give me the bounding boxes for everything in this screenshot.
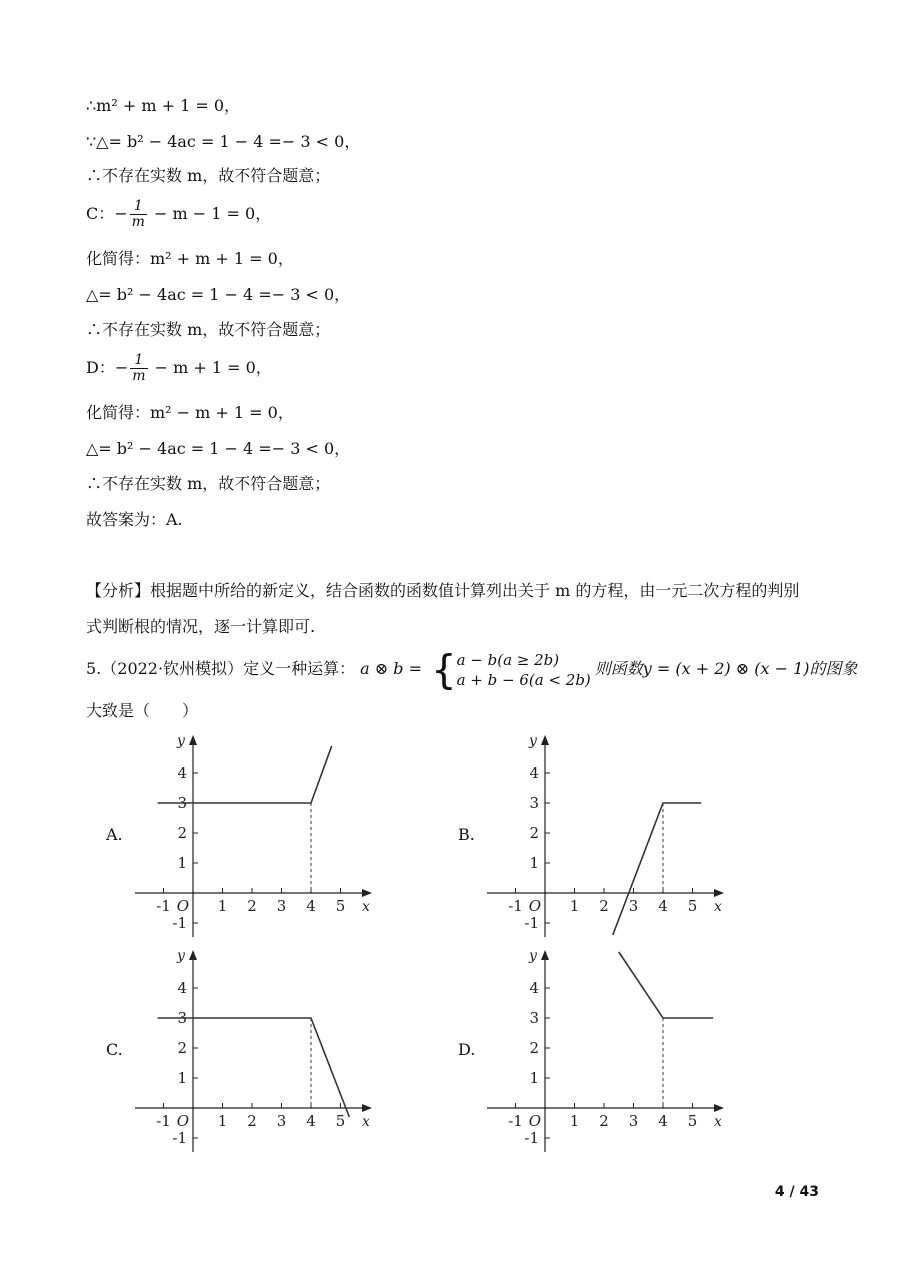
origin-label: O <box>528 1112 541 1130</box>
y-tick-label: 3 <box>529 794 539 812</box>
line-text: ∴不存在实数 m，故不符合题意； <box>86 474 331 493</box>
analysis-text: 式判断根的情况，逐一计算即可. <box>86 617 316 636</box>
x-tick-label: 1 <box>569 1112 580 1130</box>
graph-option-a <box>130 725 380 940</box>
x-tick-label: -1 <box>508 897 523 915</box>
y-tick-label: 2 <box>177 1039 187 1057</box>
function-line <box>613 803 702 935</box>
line-text: △= b² − 4ac = 1 − 4 =− 3 < 0， <box>86 439 351 458</box>
y-tick-label: 3 <box>177 794 187 812</box>
y-tick-label: -1 <box>172 914 187 932</box>
line-prefix: D：− <box>86 358 129 377</box>
x-tick-label: 1 <box>217 897 228 915</box>
y-tick-label: 4 <box>177 979 187 997</box>
x-tick-label: -1 <box>508 1112 523 1130</box>
solution-line-6 <box>86 284 350 306</box>
solution-line-9 <box>86 402 294 424</box>
x-tick-label: 5 <box>687 1112 698 1130</box>
question-suffix: 则函数y = (x + 2) ⊗ (x − 1)的图象 <box>594 659 858 678</box>
fraction-numerator: 1 <box>130 353 147 369</box>
y-tick-label: 1 <box>529 1069 539 1087</box>
solution-line-3 <box>86 165 330 187</box>
y-tick-label: 2 <box>529 1039 539 1057</box>
y-axis-label: y <box>529 733 537 749</box>
x-tick-label: 3 <box>276 897 287 915</box>
line-text: ∴m² + m + 1 = 0， <box>86 96 241 115</box>
y-axis-arrow <box>189 950 197 960</box>
page-number: 4 / 43 <box>774 1184 819 1200</box>
y-axis-arrow <box>189 735 197 745</box>
x-axis-arrow <box>362 889 372 897</box>
x-axis-label: x <box>362 1114 370 1130</box>
line-prefix: C：− <box>86 204 128 223</box>
brace-icon: { <box>431 647 457 693</box>
line-text: 化简得：m² + m + 1 = 0， <box>86 249 294 268</box>
piecewise-cases <box>457 650 591 690</box>
fraction-denominator: m <box>132 368 146 384</box>
y-tick-label: 3 <box>529 1009 539 1027</box>
y-axis-arrow <box>541 950 549 960</box>
y-tick-label: -1 <box>172 1129 187 1147</box>
function-line <box>158 1018 350 1117</box>
x-axis-label: x <box>362 899 370 915</box>
fraction <box>130 199 147 230</box>
solution-line-1 <box>86 95 240 117</box>
x-tick-label: 5 <box>335 897 346 915</box>
y-tick-label: 2 <box>177 824 187 842</box>
x-axis-label: x <box>714 899 722 915</box>
function-line <box>619 952 713 1018</box>
x-axis-arrow <box>714 889 724 897</box>
x-tick-label: 2 <box>599 897 609 915</box>
y-axis-label: y <box>529 948 537 964</box>
graph-option-b <box>482 725 732 940</box>
solution-line-7 <box>86 319 330 341</box>
case-2: a + b − 6(a < 2b) <box>456 671 591 689</box>
x-tick-label: 2 <box>247 897 257 915</box>
y-axis-label: y <box>177 948 185 964</box>
solution-line-10 <box>86 438 350 460</box>
line-suffix: − m + 1 = 0， <box>149 358 272 377</box>
x-tick-label: 4 <box>306 1112 316 1130</box>
x-tick-label: 4 <box>306 897 316 915</box>
fraction-denominator: m <box>131 214 145 230</box>
y-tick-label: 1 <box>177 1069 187 1087</box>
solution-line-11 <box>86 473 330 495</box>
question-text: 大致是（ ） <box>86 701 199 720</box>
x-tick-label: 3 <box>276 1112 287 1130</box>
y-tick-label: 4 <box>529 979 539 997</box>
x-tick-label: -1 <box>156 1112 171 1130</box>
x-axis-label: x <box>714 1114 722 1130</box>
x-tick-label: 3 <box>628 1112 639 1130</box>
y-tick-label: 1 <box>529 854 539 872</box>
option-label-b[interactable]: B. <box>458 825 475 844</box>
line-text: ∴不存在实数 m，故不符合题意； <box>86 320 331 339</box>
x-tick-label: 1 <box>569 897 580 915</box>
line-text: ∴不存在实数 m，故不符合题意； <box>86 166 331 185</box>
x-tick-label: 3 <box>628 897 639 915</box>
question-line-1 <box>86 646 858 693</box>
y-tick-label: 4 <box>177 764 187 782</box>
y-tick-label: -1 <box>524 1129 539 1147</box>
line-text: 化简得：m² − m + 1 = 0， <box>86 403 294 422</box>
option-label-c[interactable]: C. <box>106 1040 123 1059</box>
x-tick-label: 2 <box>247 1112 257 1130</box>
solution-line-12 <box>86 509 183 531</box>
origin-label: O <box>176 1112 189 1130</box>
y-tick-label: 4 <box>529 764 539 782</box>
x-tick-label: 1 <box>217 1112 228 1130</box>
question-prefix: 5.（2022·钦州模拟）定义一种运算： <box>86 659 356 678</box>
option-label-a[interactable]: A. <box>106 825 123 844</box>
y-tick-label: 2 <box>529 824 539 842</box>
option-label-d[interactable]: D. <box>458 1040 476 1059</box>
line-suffix: − m − 1 = 0， <box>148 204 272 223</box>
x-tick-label: -1 <box>156 897 171 915</box>
piecewise-definition <box>431 647 591 693</box>
x-axis-arrow <box>714 1104 724 1112</box>
x-tick-label: 2 <box>599 1112 609 1130</box>
case-1: a − b(a ≥ 2b) <box>456 651 560 669</box>
fraction-numerator: 1 <box>130 199 147 215</box>
graph-option-d <box>482 940 732 1155</box>
operation-definition: a ⊗ b = <box>360 659 423 678</box>
analysis-line-1 <box>86 580 799 602</box>
x-tick-label: 5 <box>335 1112 346 1130</box>
origin-label: O <box>528 897 541 915</box>
graph-option-c <box>130 940 380 1155</box>
analysis-text: 【分析】根据题中所给的新定义，结合函数的函数值计算列出关于 m 的方程，由一元二次方程的判别 <box>86 581 800 600</box>
analysis-line-2 <box>86 616 315 638</box>
y-tick-label: 1 <box>177 854 187 872</box>
origin-label: O <box>176 897 189 915</box>
y-axis-arrow <box>541 735 549 745</box>
x-tick-label: 4 <box>658 897 668 915</box>
y-tick-label: 3 <box>177 1009 187 1027</box>
question-line-2 <box>86 700 198 722</box>
solution-line-8 <box>86 352 272 384</box>
x-axis-arrow <box>362 1104 372 1112</box>
y-tick-label: -1 <box>524 914 539 932</box>
line-text: △= b² − 4ac = 1 − 4 =− 3 < 0， <box>86 285 351 304</box>
fraction <box>130 353 147 384</box>
x-tick-label: 4 <box>658 1112 668 1130</box>
solution-line-2 <box>86 131 360 153</box>
x-tick-label: 5 <box>687 897 698 915</box>
solution-line-5 <box>86 248 294 270</box>
line-text: 故答案为：A. <box>86 510 183 529</box>
line-text: ∵△= b² − 4ac = 1 − 4 =− 3 < 0， <box>86 132 361 151</box>
y-axis-label: y <box>177 733 185 749</box>
solution-line-4 <box>86 198 271 230</box>
